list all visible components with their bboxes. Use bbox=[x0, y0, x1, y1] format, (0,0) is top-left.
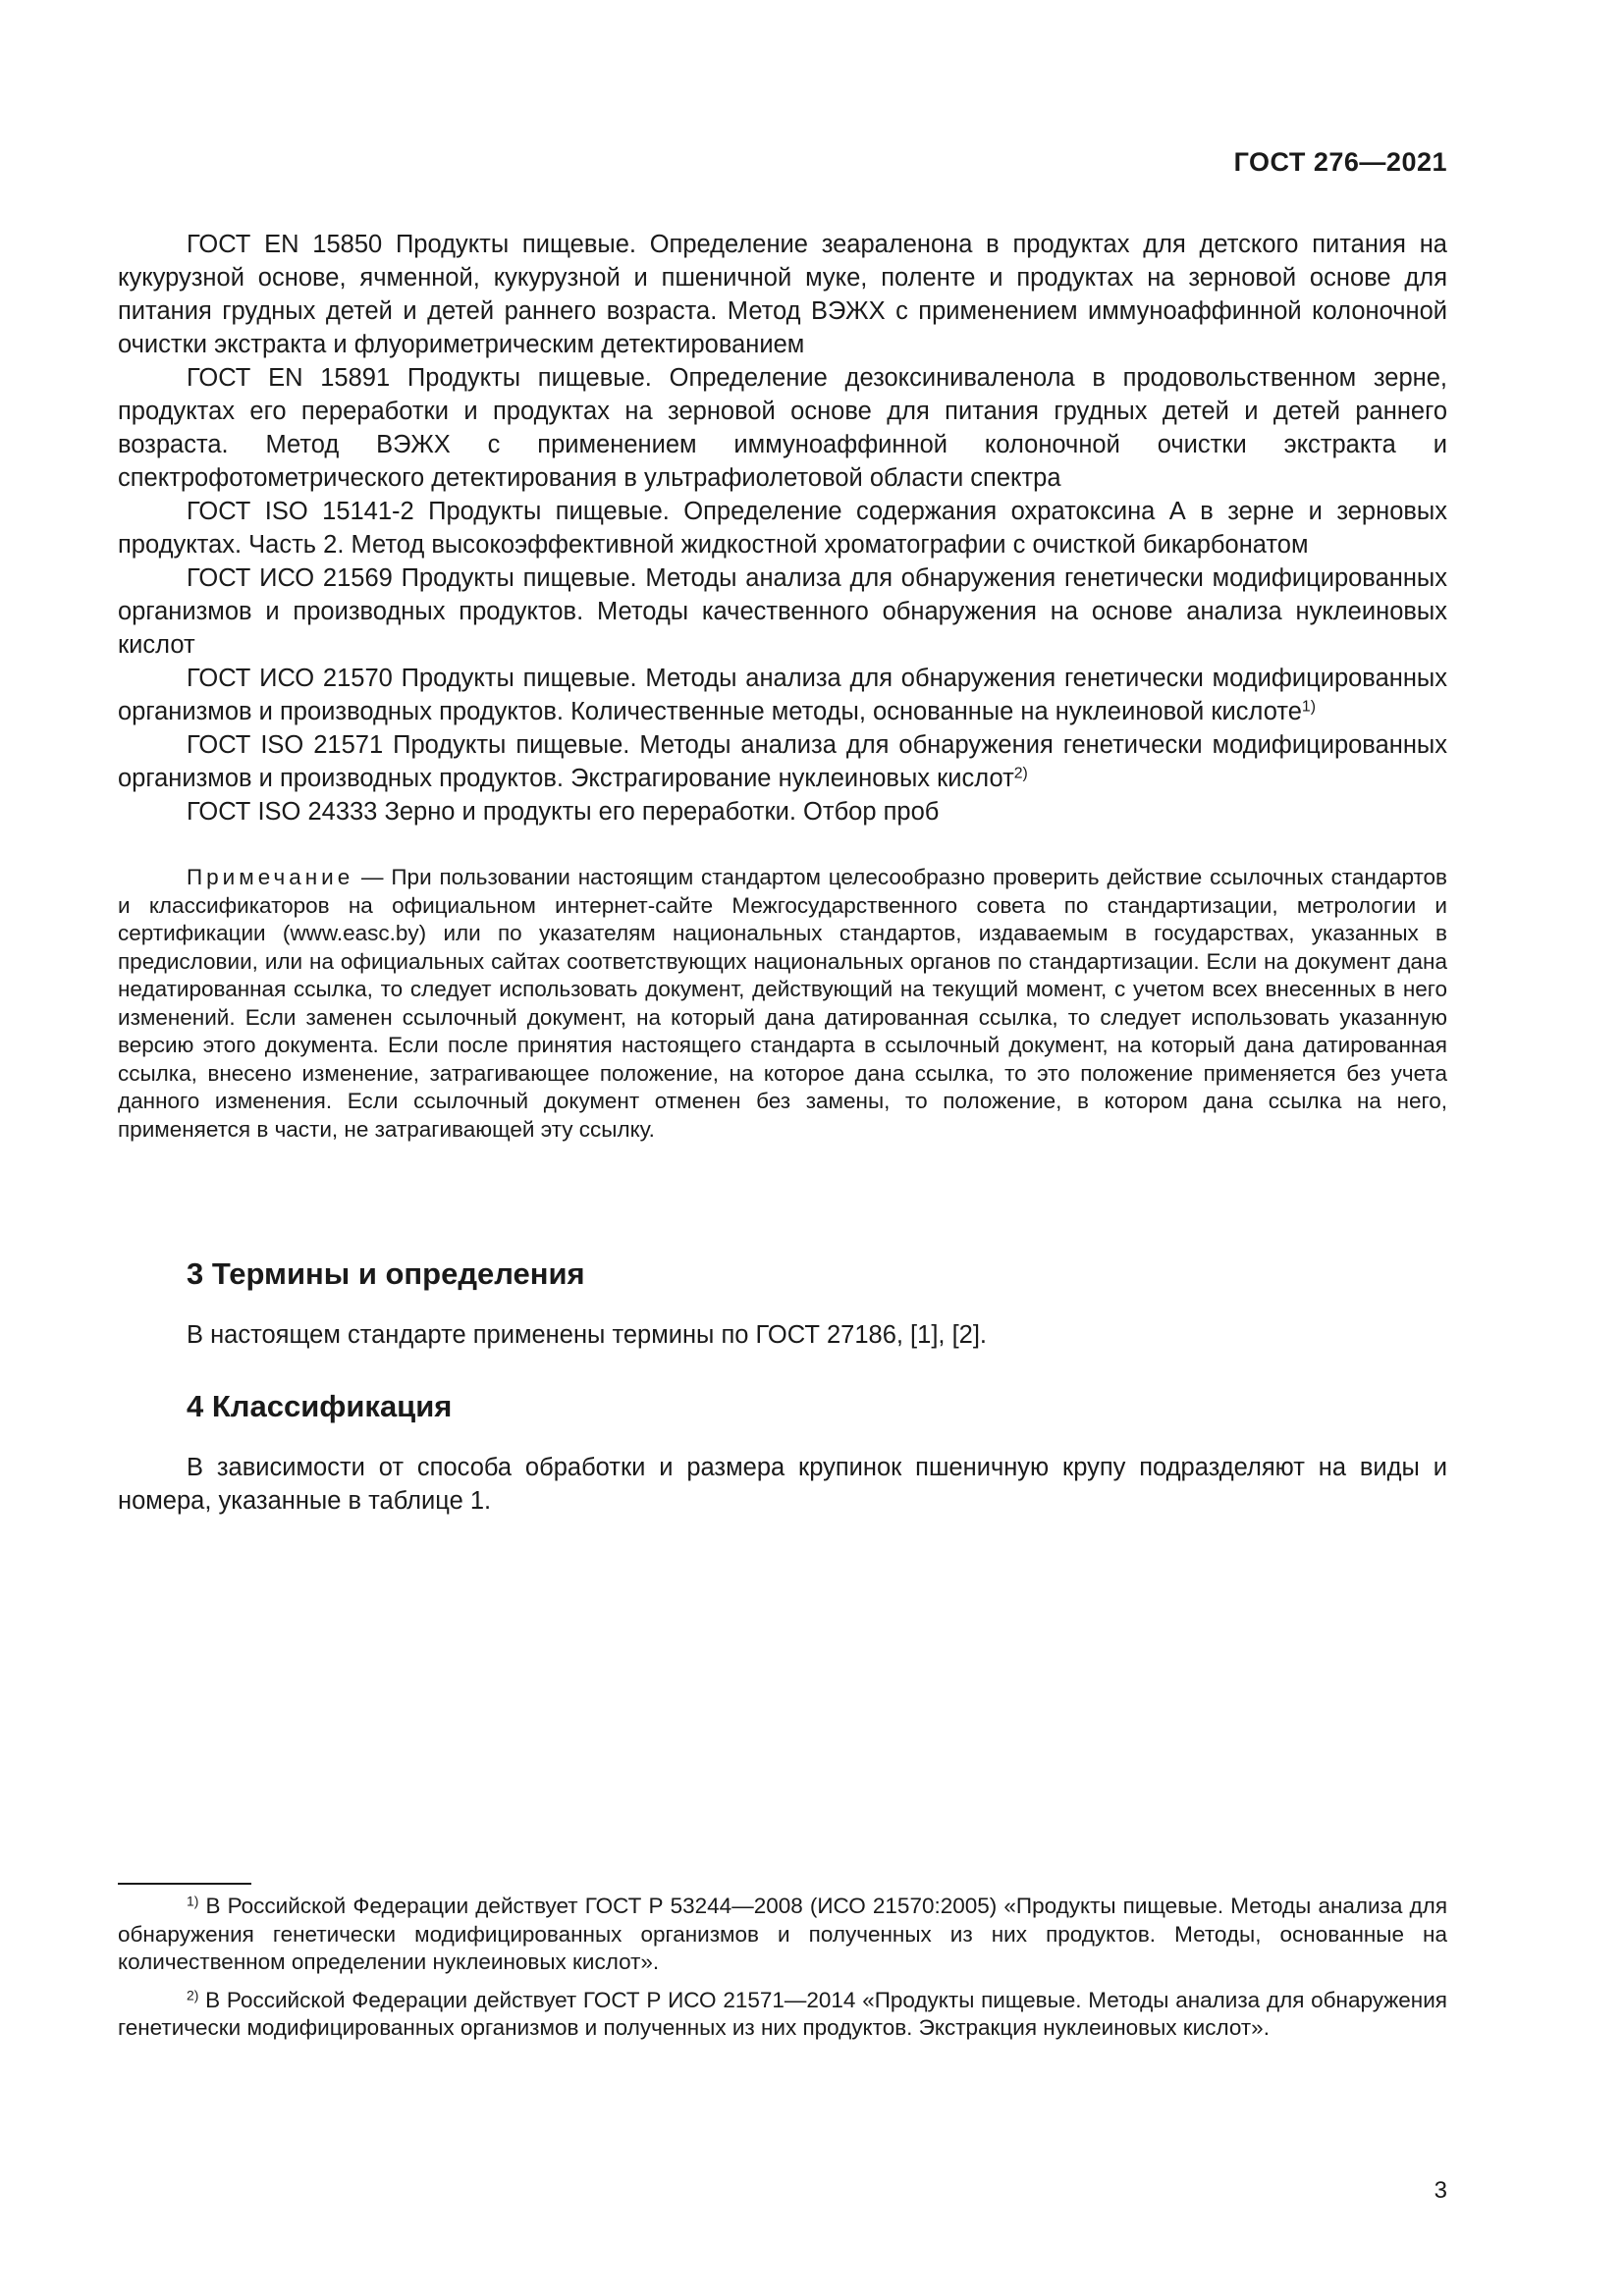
reference-item: ГОСТ ISO 21571 Продукты пищевые. Методы анализа для обнаружения генетически модифицированных организмов и производных продуктов. Экстрагирование нуклеиновых кислот$^{2)}$ bbox=[118, 731, 1447, 792]
footnote-separator bbox=[118, 1883, 251, 1885]
section-4-body: В зависимости от способа обработки и размера крупинок пшеничную крупу подразделяют на виды и номера, указанные в таблице 1. bbox=[118, 1454, 1447, 1515]
reference-item: ГОСТ ИСО 21569 Продукты пищевые. Методы анализа для обнаружения генетически модифицированных организмов и производных продуктов. Методы качественного обнаружения на основе анализа нуклеиновых кислот bbox=[118, 564, 1447, 659]
note-text: — При пользовании настоящим стандартом целесообразно проверить действие ссылочных стандартов и классификаторов на официальном интернет-сайте Межгосударственного совета по стандартизации, метрологии и сертификации (www.easc.by) или по указателям национальных стандартов, издаваемым в государствах, указанных в предисловии, или на официальных сайтах соответствующих национальных органов по стандартизации. Если на документ дана недатированная ссылка, то следует использовать документ, действующий на текущий момент, с учетом всех внесенных в него изменений. Если заменен ссылочный документ, на который дана датированная ссылка, то следует использовать указанную версию этого документа. Если после принятия настоящего стандарта в ссылочный документ, на который дана датированная ссылка, внесено изменение, затрагивающее положение, на которое дана ссылка, то это положение применяется без учета данного изменения. Если ссылочный документ отменен без замены, то положение, в котором дана ссылка на него, применяется в части, не затрагивающей эту ссылку. bbox=[118, 865, 1447, 1142]
reference-item: ГОСТ ISO 15141-2 Продукты пищевые. Определение содержания охратоксина А в зерне и зерновых продуктах. Часть 2. Метод высокоэффективной жидкостной хроматографии с очисткой бикарбонатом bbox=[118, 498, 1447, 559]
reference-item: ГОСТ ИСО 21570 Продукты пищевые. Методы анализа для обнаружения генетически модифицированных организмов и производных продуктов. Количественные методы, основанные на нуклеиновой кислоте$^{1)}$ bbox=[118, 665, 1447, 725]
normative-references-list bbox=[118, 228, 1447, 828]
note-block bbox=[118, 864, 1447, 1144]
footnote-ref-1[interactable]: 1) bbox=[1301, 698, 1316, 716]
reference-item: ГОСТ EN 15891 Продукты пищевые. Определение дезоксиниваленола в продовольственном зерне, продуктах его переработки и продуктах на зерновой основе для питания грудных детей и детей раннего возраста. Метод ВЭЖХ с применением иммуноаффинной колоночной очистки экстракта и спектрофотометрического детектирования в ультрафиолетовой области спектра bbox=[118, 364, 1447, 492]
page-number: 3 bbox=[1434, 2177, 1447, 2204]
reference-item: ГОСТ ISO 24333 Зерно и продукты его переработки. Отбор проб bbox=[187, 798, 940, 826]
section-3-heading: 3 Термины и определения bbox=[187, 1256, 585, 1291]
footnote-2: $^{2)}$ В Российской Федерации действует ГОСТ Р ИСО 21571—2014 «Продукты пищевые. Методы анализа для обнаружения генетически модифицированных организмов и полученных из них продуктов. Экстракция нуклеиновых кислот». bbox=[118, 1986, 1447, 2040]
footnotes bbox=[118, 1893, 1447, 2053]
section-4-heading: 4 Классификация bbox=[187, 1389, 453, 1423]
section-3-body: В настоящем стандарте применены термины по ГОСТ 27186, [1], [2]. bbox=[187, 1321, 988, 1349]
footnote-1: $^{1)}$ В Российской Федерации действует ГОСТ Р 53244—2008 (ИСО 21570:2005) «Продукты пищевые. Методы анализа для обнаружения генетически модифицированных организмов и полученных из них продуктов. Методы, основанные на количественном определении нуклеиновых кислот». bbox=[118, 1893, 1447, 1974]
document-header: ГОСТ 276—2021 bbox=[1233, 147, 1447, 177]
note-label: Примечание bbox=[187, 865, 354, 889]
footnote-ref-2[interactable]: 2) bbox=[1013, 765, 1028, 782]
reference-item: ГОСТ EN 15850 Продукты пищевые. Определение зеараленона в продуктах для детского питания на кукурузной основе, ячменной, кукурузной и пшеничной муке, поленте и продуктах на зерновой основе для питания грудных детей и детей раннего возраста. Метод ВЭЖХ с применением иммуноаффинной колоночной очистки экстракта и флуориметрическим детектированием bbox=[118, 231, 1447, 358]
